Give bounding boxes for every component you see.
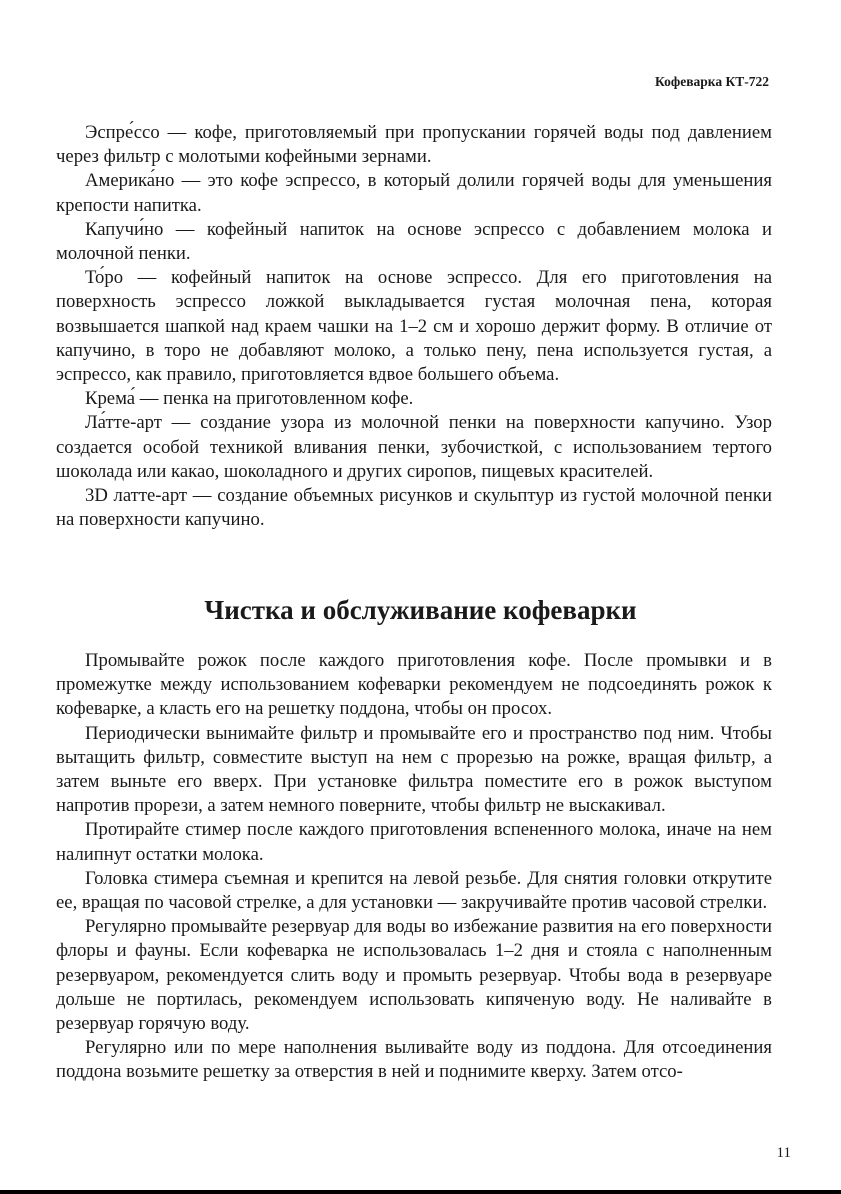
page-number: 11 (776, 1145, 791, 1161)
cleaning-section-body (56, 649, 772, 1085)
glossary-entry-americano: Америка́но — это кофе эспрессо, в который долили горячей воды для уменьшения крепости напитка. (56, 170, 772, 216)
bottom-rule (0, 1190, 841, 1194)
glossary-entry-crema: Крема́ — пенка на приготовленном кофе. (85, 388, 414, 410)
glossary-entry-3d-latte-art: 3D латте-арт — создание объемных рисунков и скульптур из густой молочной пенки на поверхности капучино. (56, 485, 772, 531)
glossary-section (56, 121, 772, 532)
paragraph-filter-cleaning: Периодически вынимайте фильтр и промывайте его и пространство под ним. Чтобы вытащить фильтр, совместите выступ на нем с прорезью на рожке, вращая фильтр, а затем выньте его вверх. При установке фильтра поместите его в рожок выступом напротив прорези, а затем немного поверните, чтобы фильтр не выскакивал. (56, 722, 772, 817)
paragraph-drip-tray: Регулярно или по мере наполнения выливайте воду из поддона. Для отсоединения поддона возьмите решетку за отверстия в ней и поднимите кверху. Затем отсо- (56, 1037, 772, 1083)
glossary-entry-espresso: Эспре́ссо — кофе, приготовляемый при пропускании горячей воды под давлением через фильтр с молотыми кофейными зернами. (56, 122, 772, 168)
paragraph-water-tank: Регулярно промывайте резервуар для воды во избежание развития на его поверхности флоры и фауны. Если кофеварка не использовалась 1–2 дня и стояла с наполненным резервуаром, рекомендуется слить воду и промыть резервуар. Чтобы вода в резервуаре дольше не портилась, рекомендуем использовать кипяченую воду. Не наливайте в резервуар горячую воду. (56, 916, 772, 1035)
paragraph-steamer-head: Головка стимера съемная и крепится на левой резьбе. Для снятия головки открутите ее, вращая по часовой стрелке, а для установки — закручивайте против часовой стрелки. (56, 867, 772, 914)
glossary-entry-cappuccino: Капучи́но — кофейный напиток на основе эспрессо с добавлением молока и молочной пенки. (56, 218, 772, 265)
paragraph-steamer-wipe: Протирайте стимер после каждого приготовления вспененного молока, иначе на нем налипнут остатки молока. (56, 819, 772, 865)
section-title: Чистка и обслуживание кофеварки (204, 595, 637, 625)
paragraph-rinse-portafilter: Промывайте рожок после каждого приготовления кофе. После промывки и в промежутке между использованием кофеварки рекомендуем не подсоединять рожок к кофеварке, а класть его на решетку поддона, чтобы он просох. (56, 650, 772, 720)
glossary-entry-latte-art: Ла́тте-арт — создание узора из молочной пенки на поверхности капучино. Узор создается особой техникой вливания пенки, зубочисткой, с использованием тертого шоколада или какао, шоколадного и других сиропов, пищевых красителей. (56, 412, 772, 482)
glossary-entry-toro: То́ро — кофейный напиток на основе эспрессо. Для его приготовления на поверхность эспрессо ложкой выкладывается густая молочная пена, которая возвышается шапкой над краем чашки на 1–2 см и хорошо держит форму. В отличие от капучино, в торо не добавляют молоко, а только пену, пена используется густая, а эспрессо, как правило, приготовляется вдвое большего объема. (56, 267, 772, 386)
running-header: Кофеварка КТ-722 (655, 74, 769, 89)
